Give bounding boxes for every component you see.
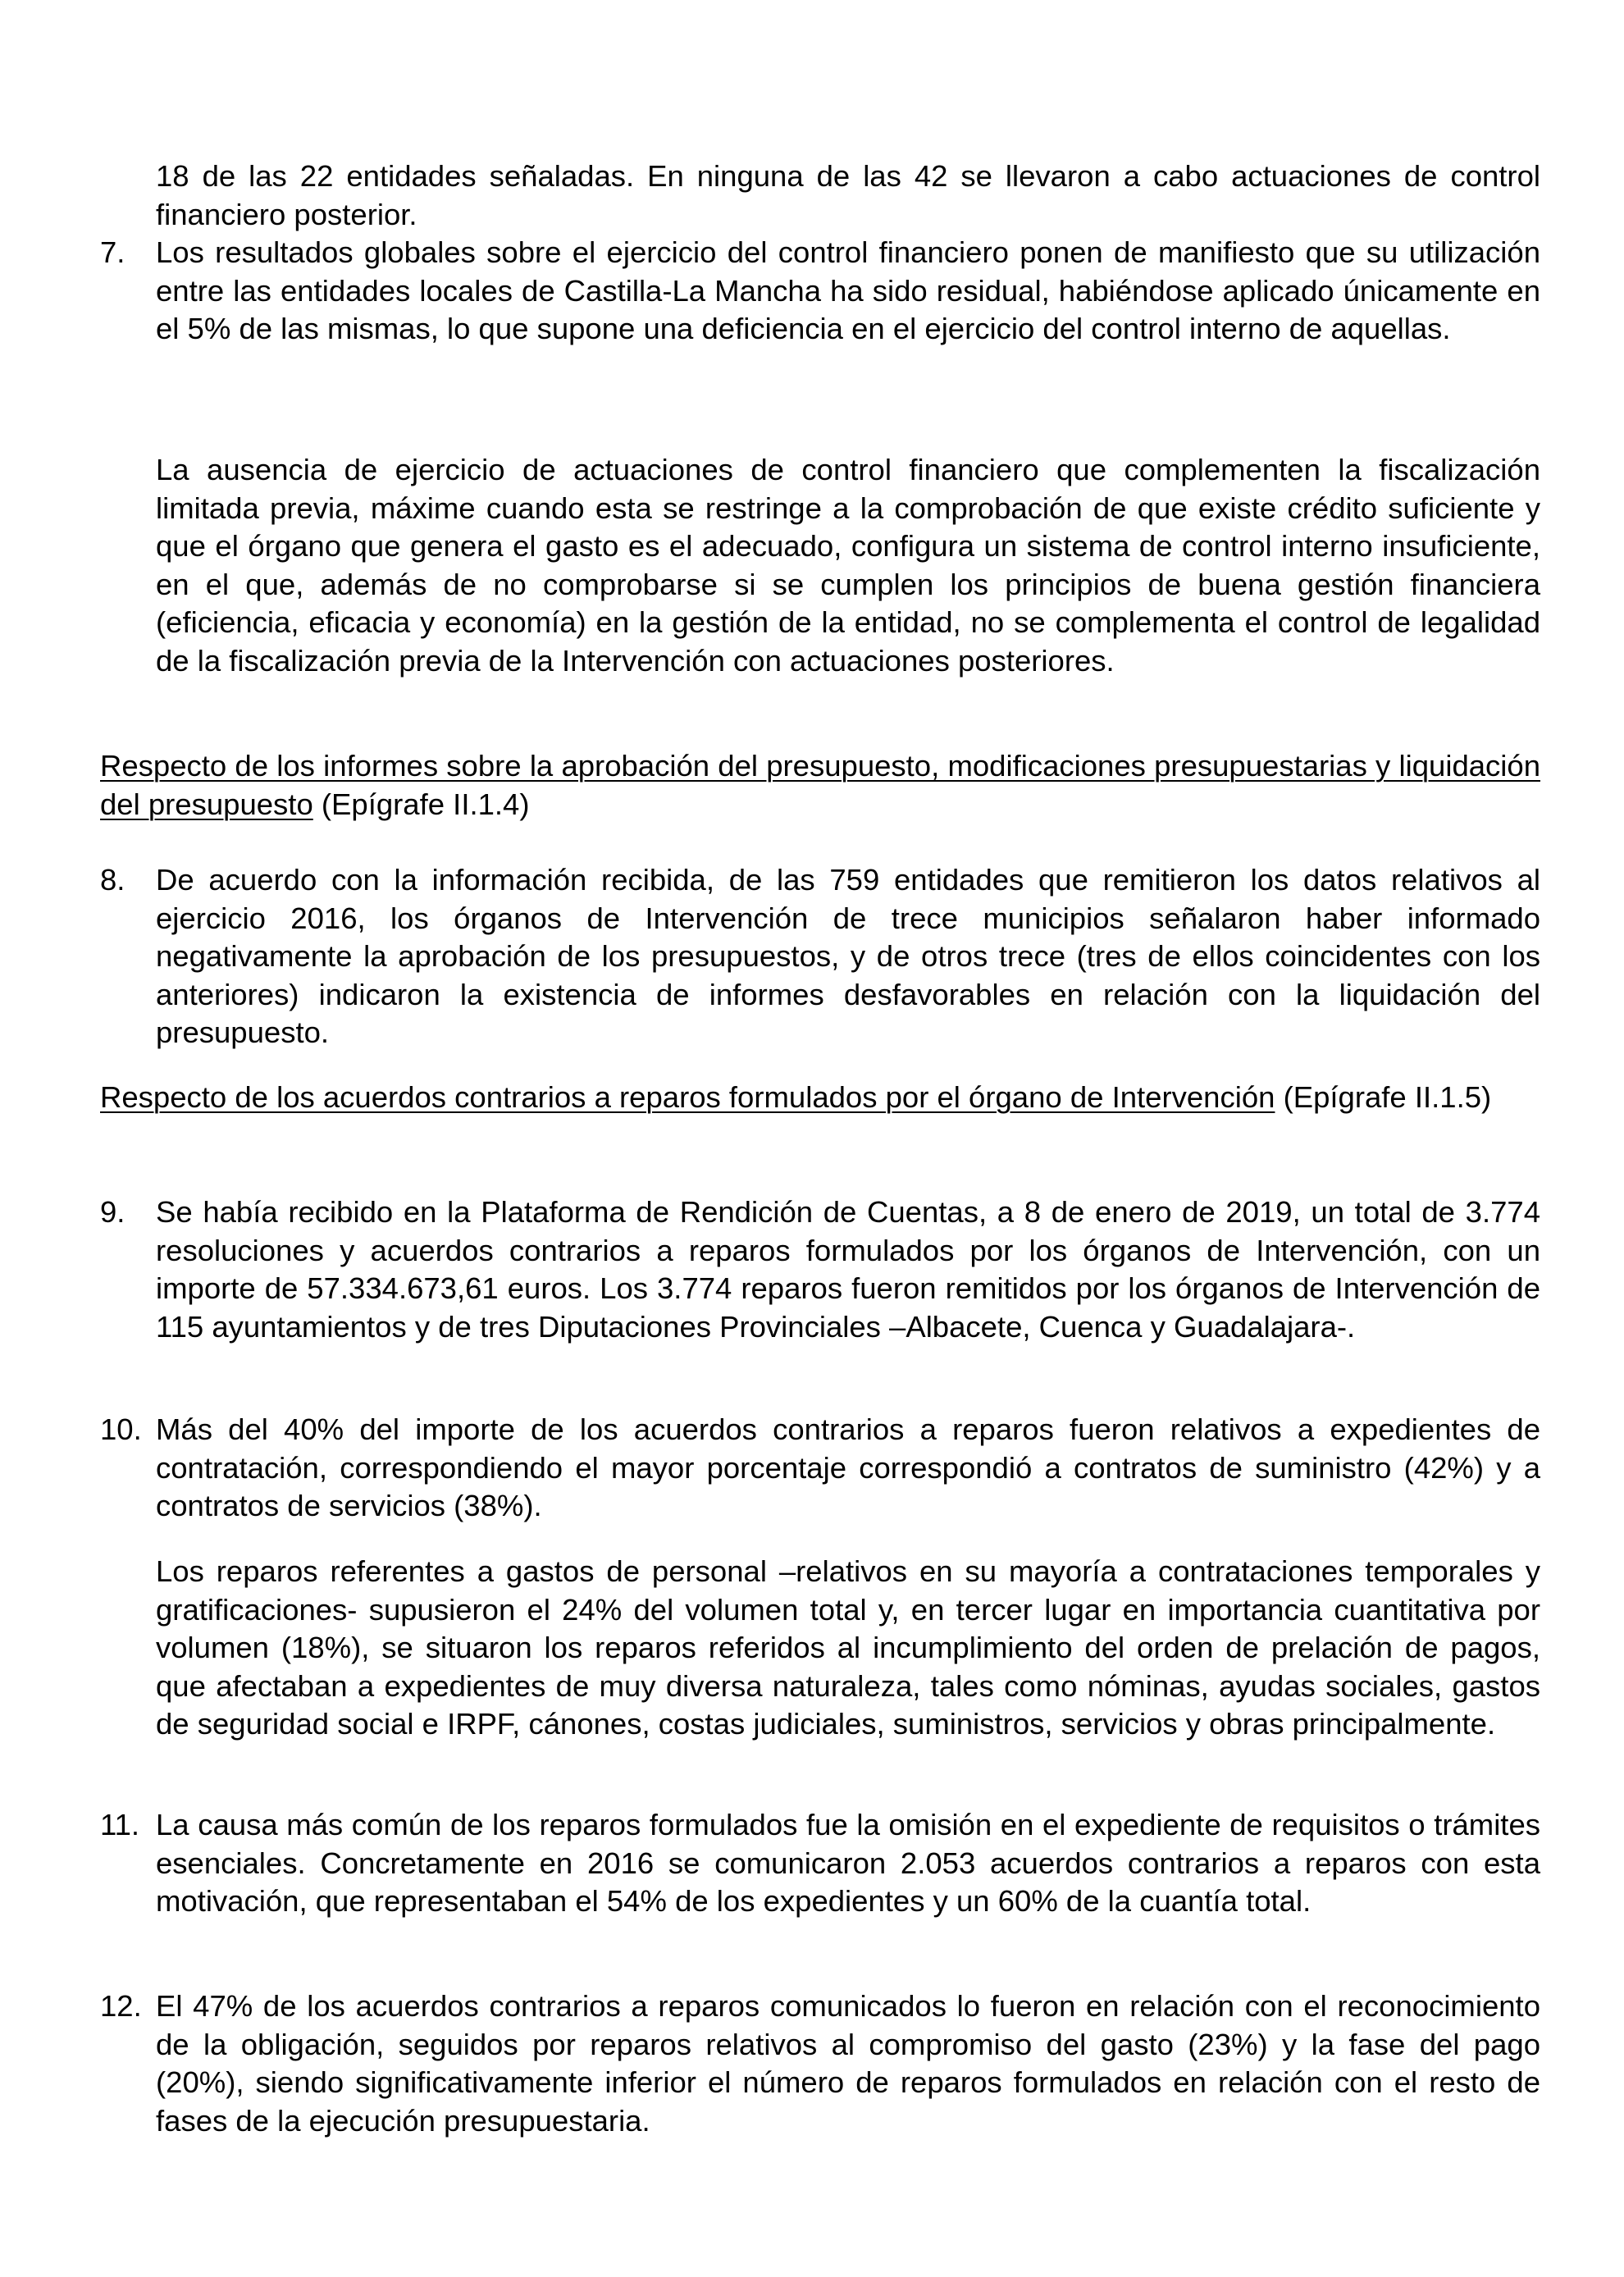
item-12-number: 12. xyxy=(100,1989,142,2023)
section-heading-reparos-ref: (Epígrafe II.1.5) xyxy=(1283,1080,1492,1114)
paragraph-6-continuation: 18 de las 22 entidades señaladas. En ninguna de las 42 se llevaron a cabo actuaciones de control financiero posterior. xyxy=(156,159,1540,231)
item-12-text: El 47% de los acuerdos contrarios a reparos comunicados lo fueron en relación con el reconocimiento de la obligación, seguidos por reparos relativos al compromiso del gasto (23%) y la fase del pago (20%), siendo significativamente inferior el número de reparos formulados en relación con el resto de fases de la ejecución presupuestaria. xyxy=(156,1989,1540,2138)
item-7-number: 7. xyxy=(100,235,125,269)
item-10-paragraph-2: Los reparos referentes a gastos de personal –relativos en su mayoría a contrataciones temporales y gratificaciones- supusieron el 24% del volumen total y, en tercer lugar en importancia cuantitativa por volumen (18%), se situaron los reparos referidos al incumplimiento del orden de prelación de pagos, que afectaban a expedientes de muy diversa naturaleza, tales como nóminas, ayudas sociales, gastos de seguridad social e IRPF, cánones, costas judiciales, suministros, servicios y obras principalmente. xyxy=(156,1554,1540,1741)
item-11-number: 11. xyxy=(100,1808,140,1841)
item-9-number: 9. xyxy=(100,1195,125,1229)
item-8-text: De acuerdo con la información recibida, de las 759 entidades que remitieron los datos relativos al ejercicio 2016, los órganos de Intervención de trece municipios señalaron haber informado negativamente la aprobación de los presupuestos, y de otros trece (tres de ellos coincidentes con los anteriores) indicaron la existencia de informes desfavorables en relación con la liquidación del presupuesto. xyxy=(156,863,1540,1049)
section-heading-reparos-underlined: Respecto de los acuerdos contrarios a reparos formulados por el órgano de Intervención xyxy=(100,1080,1275,1114)
item-11-text: La causa más común de los reparos formulados fue la omisión en el expediente de requisitos o trámites esenciales. Concretamente en 2016 se comunicaron 2.053 acuerdos contrarios a reparos con esta motivación, que representaban el 54% de los expedientes y un 60% de la cuantía total. xyxy=(156,1808,1540,1918)
item-10-text: Más del 40% del importe de los acuerdos contrarios a reparos fueron relativos a expedientes de contratación, correspondiendo el mayor porcentaje correspondió a contratos de suministro (42%) y a contratos de servicios (38%). xyxy=(156,1412,1540,1522)
section-heading-presupuesto-underlined: Respecto de los informes sobre la aprobación del presupuesto, modificaciones presupuestarias y liquidación del presupuesto xyxy=(100,749,1540,821)
section-heading-presupuesto-ref: (Epígrafe II.1.4) xyxy=(321,787,530,821)
item-10-number: 10. xyxy=(100,1412,142,1446)
section-heading-reparos xyxy=(100,1079,1540,1117)
item-9-text: Se había recibido en la Plataforma de Rendición de Cuentas, a 8 de enero de 2019, un total de 3.774 resoluciones y acuerdos contrarios a reparos formulados por los órganos de Intervención, con un importe de 57.334.673,61 euros. Los 3.774 reparos fueron remitidos por los órganos de Intervención de 115 ayuntamientos y de tres Diputaciones Provinciales –Albacete, Cuenca y Guadalajara-. xyxy=(156,1195,1540,1344)
section-heading-presupuesto xyxy=(100,747,1540,824)
item-7-paragraph-2: La ausencia de ejercicio de actuaciones de control financiero que complementen la fiscalización limitada previa, máxime cuando esta se restringe a la comprobación de que existe crédito suficiente y que el órgano que genera el gasto es el adecuado, configura un sistema de control interno insuficiente, en el que, además de no comprobarse si se cumplen los principios de buena gestión financiera (eficiencia, eficacia y economía) en la gestión de la entidad, no se complementa el control de legalidad de la fiscalización previa de la Intervención con actuaciones posteriores. xyxy=(156,453,1540,678)
item-7-text: Los resultados globales sobre el ejercicio del control financiero ponen de manifiesto que su utilización entre las entidades locales de Castilla-La Mancha ha sido residual, habiéndose aplicado únicamente en el 5% de las mismas, lo que supone una deficiencia en el ejercicio del control interno de aquellas. xyxy=(156,235,1540,345)
item-8-number: 8. xyxy=(100,863,125,897)
